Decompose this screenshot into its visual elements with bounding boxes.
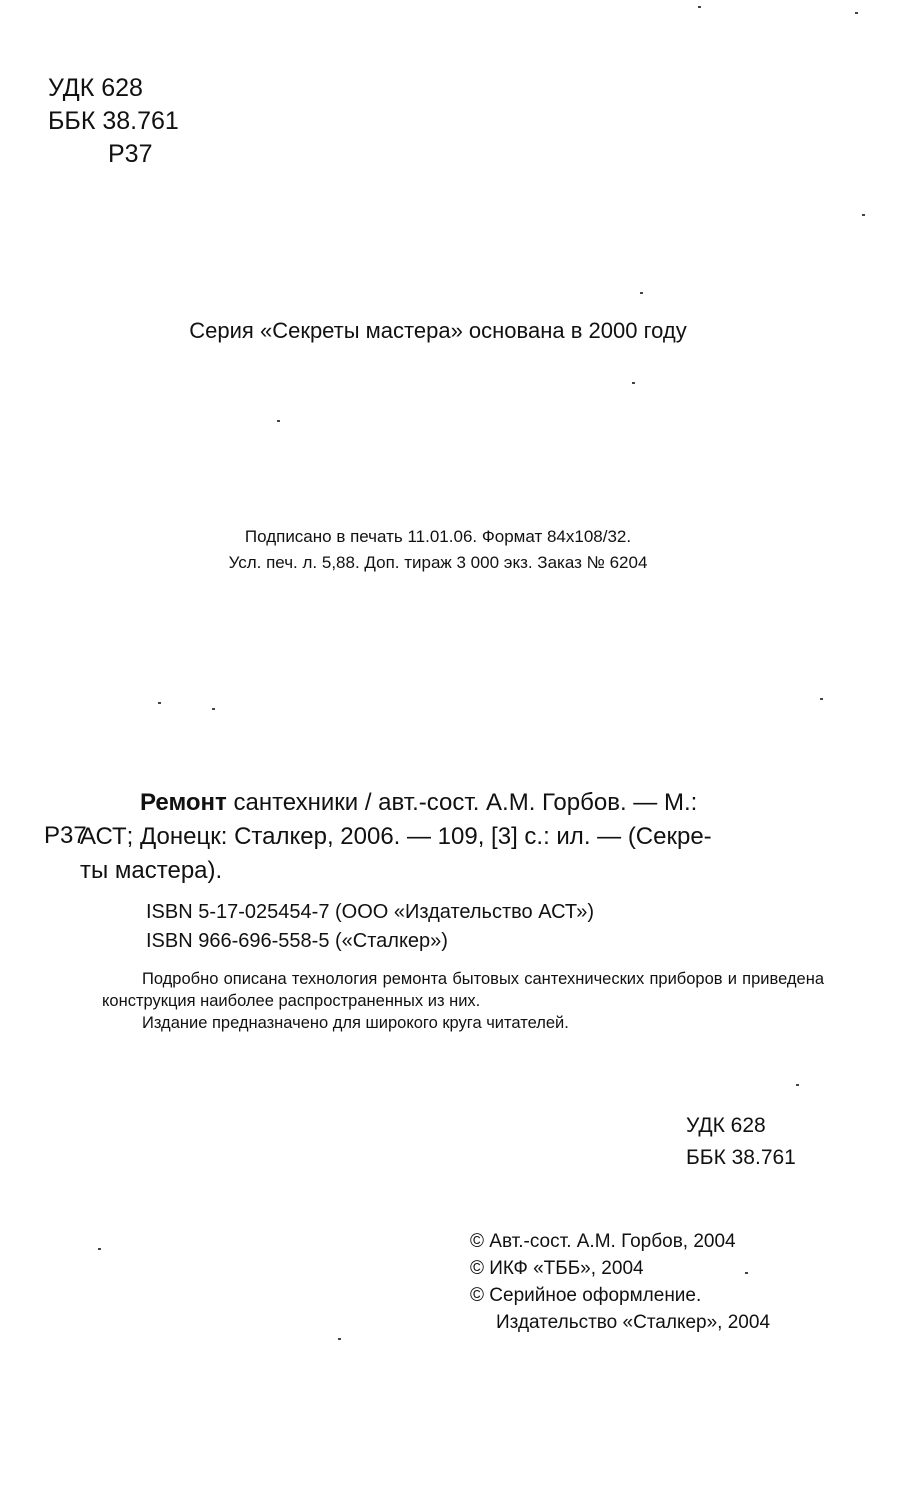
bibliographic-line-3: ты мастера). (80, 857, 223, 884)
series-note: Серия «Секреты мастера» основана в 2000 году (189, 318, 687, 343)
copyright-block (470, 1228, 770, 1336)
scan-speck (862, 214, 865, 216)
abstract-paragraph-1: Подробно описана технология ремонта бытовых сантехнических приборов и приведена конструкция наиболее распространенных из них. (102, 970, 824, 1010)
scan-speck (745, 1272, 748, 1274)
udk-code-bottom: УДК 628 (686, 1114, 766, 1137)
scan-speck (640, 292, 643, 294)
scan-speck (277, 420, 280, 422)
bibliographic-line-1 (80, 786, 822, 820)
scan-speck (698, 6, 701, 8)
bbk-code: ББК 38.761 (48, 107, 179, 135)
scan-speck (212, 708, 215, 710)
copyright-line-3: © Серийное оформление. (470, 1285, 702, 1306)
scan-speck (820, 698, 823, 700)
copyright-line-4: Издательство «Сталкер», 2004 (496, 1312, 771, 1333)
scan-speck (632, 382, 635, 384)
scan-speck (158, 702, 161, 704)
scan-speck (796, 1084, 799, 1086)
book-title-bold: Ремонт (140, 789, 227, 816)
abstract-paragraph-2: Издание предназначено для широкого круга читателей. (142, 1014, 569, 1032)
scan-speck (855, 12, 858, 14)
isbn-block (146, 898, 594, 956)
bibliographic-line-1-rest: сантехники / авт.-сост. А.М. Горбов. — М.: (226, 789, 698, 816)
udk-code: УДК 628 (48, 74, 143, 102)
bibliographic-record (80, 786, 822, 888)
imprint-info (0, 524, 876, 576)
imprint-line-1: Подписано в печать 11.01.06. Формат 84x108/32. (244, 527, 632, 546)
isbn-line-1: ISBN 5-17-025454-7 (ООО «Издательство АСТ») (146, 901, 594, 923)
imprint-line-2: Усл. печ. л. 5,88. Доп. тираж 3 000 экз. Заказ № 6204 (228, 553, 648, 572)
classification-bottom (686, 1110, 796, 1174)
scan-speck (98, 1248, 101, 1250)
bbk-code-bottom: ББК 38.761 (686, 1146, 796, 1169)
copyright-line-2: © ИКФ «ТББ», 2004 (470, 1258, 644, 1279)
classification-top (48, 72, 179, 171)
copyright-line-1: © Авт.-сост. А.М. Горбов, 2004 (470, 1231, 736, 1252)
bibliographic-author-mark: Р37 (44, 822, 87, 849)
isbn-line-2: ISBN 966-696-558-5 («Сталкер») (146, 930, 448, 952)
abstract (102, 968, 824, 1034)
author-mark: Р37 (108, 140, 153, 168)
bibliographic-line-2: АСТ; Донецк: Сталкер, 2006. — 109, [3] с.: ил. — (Секре- (80, 823, 712, 850)
scan-speck (338, 1338, 341, 1340)
